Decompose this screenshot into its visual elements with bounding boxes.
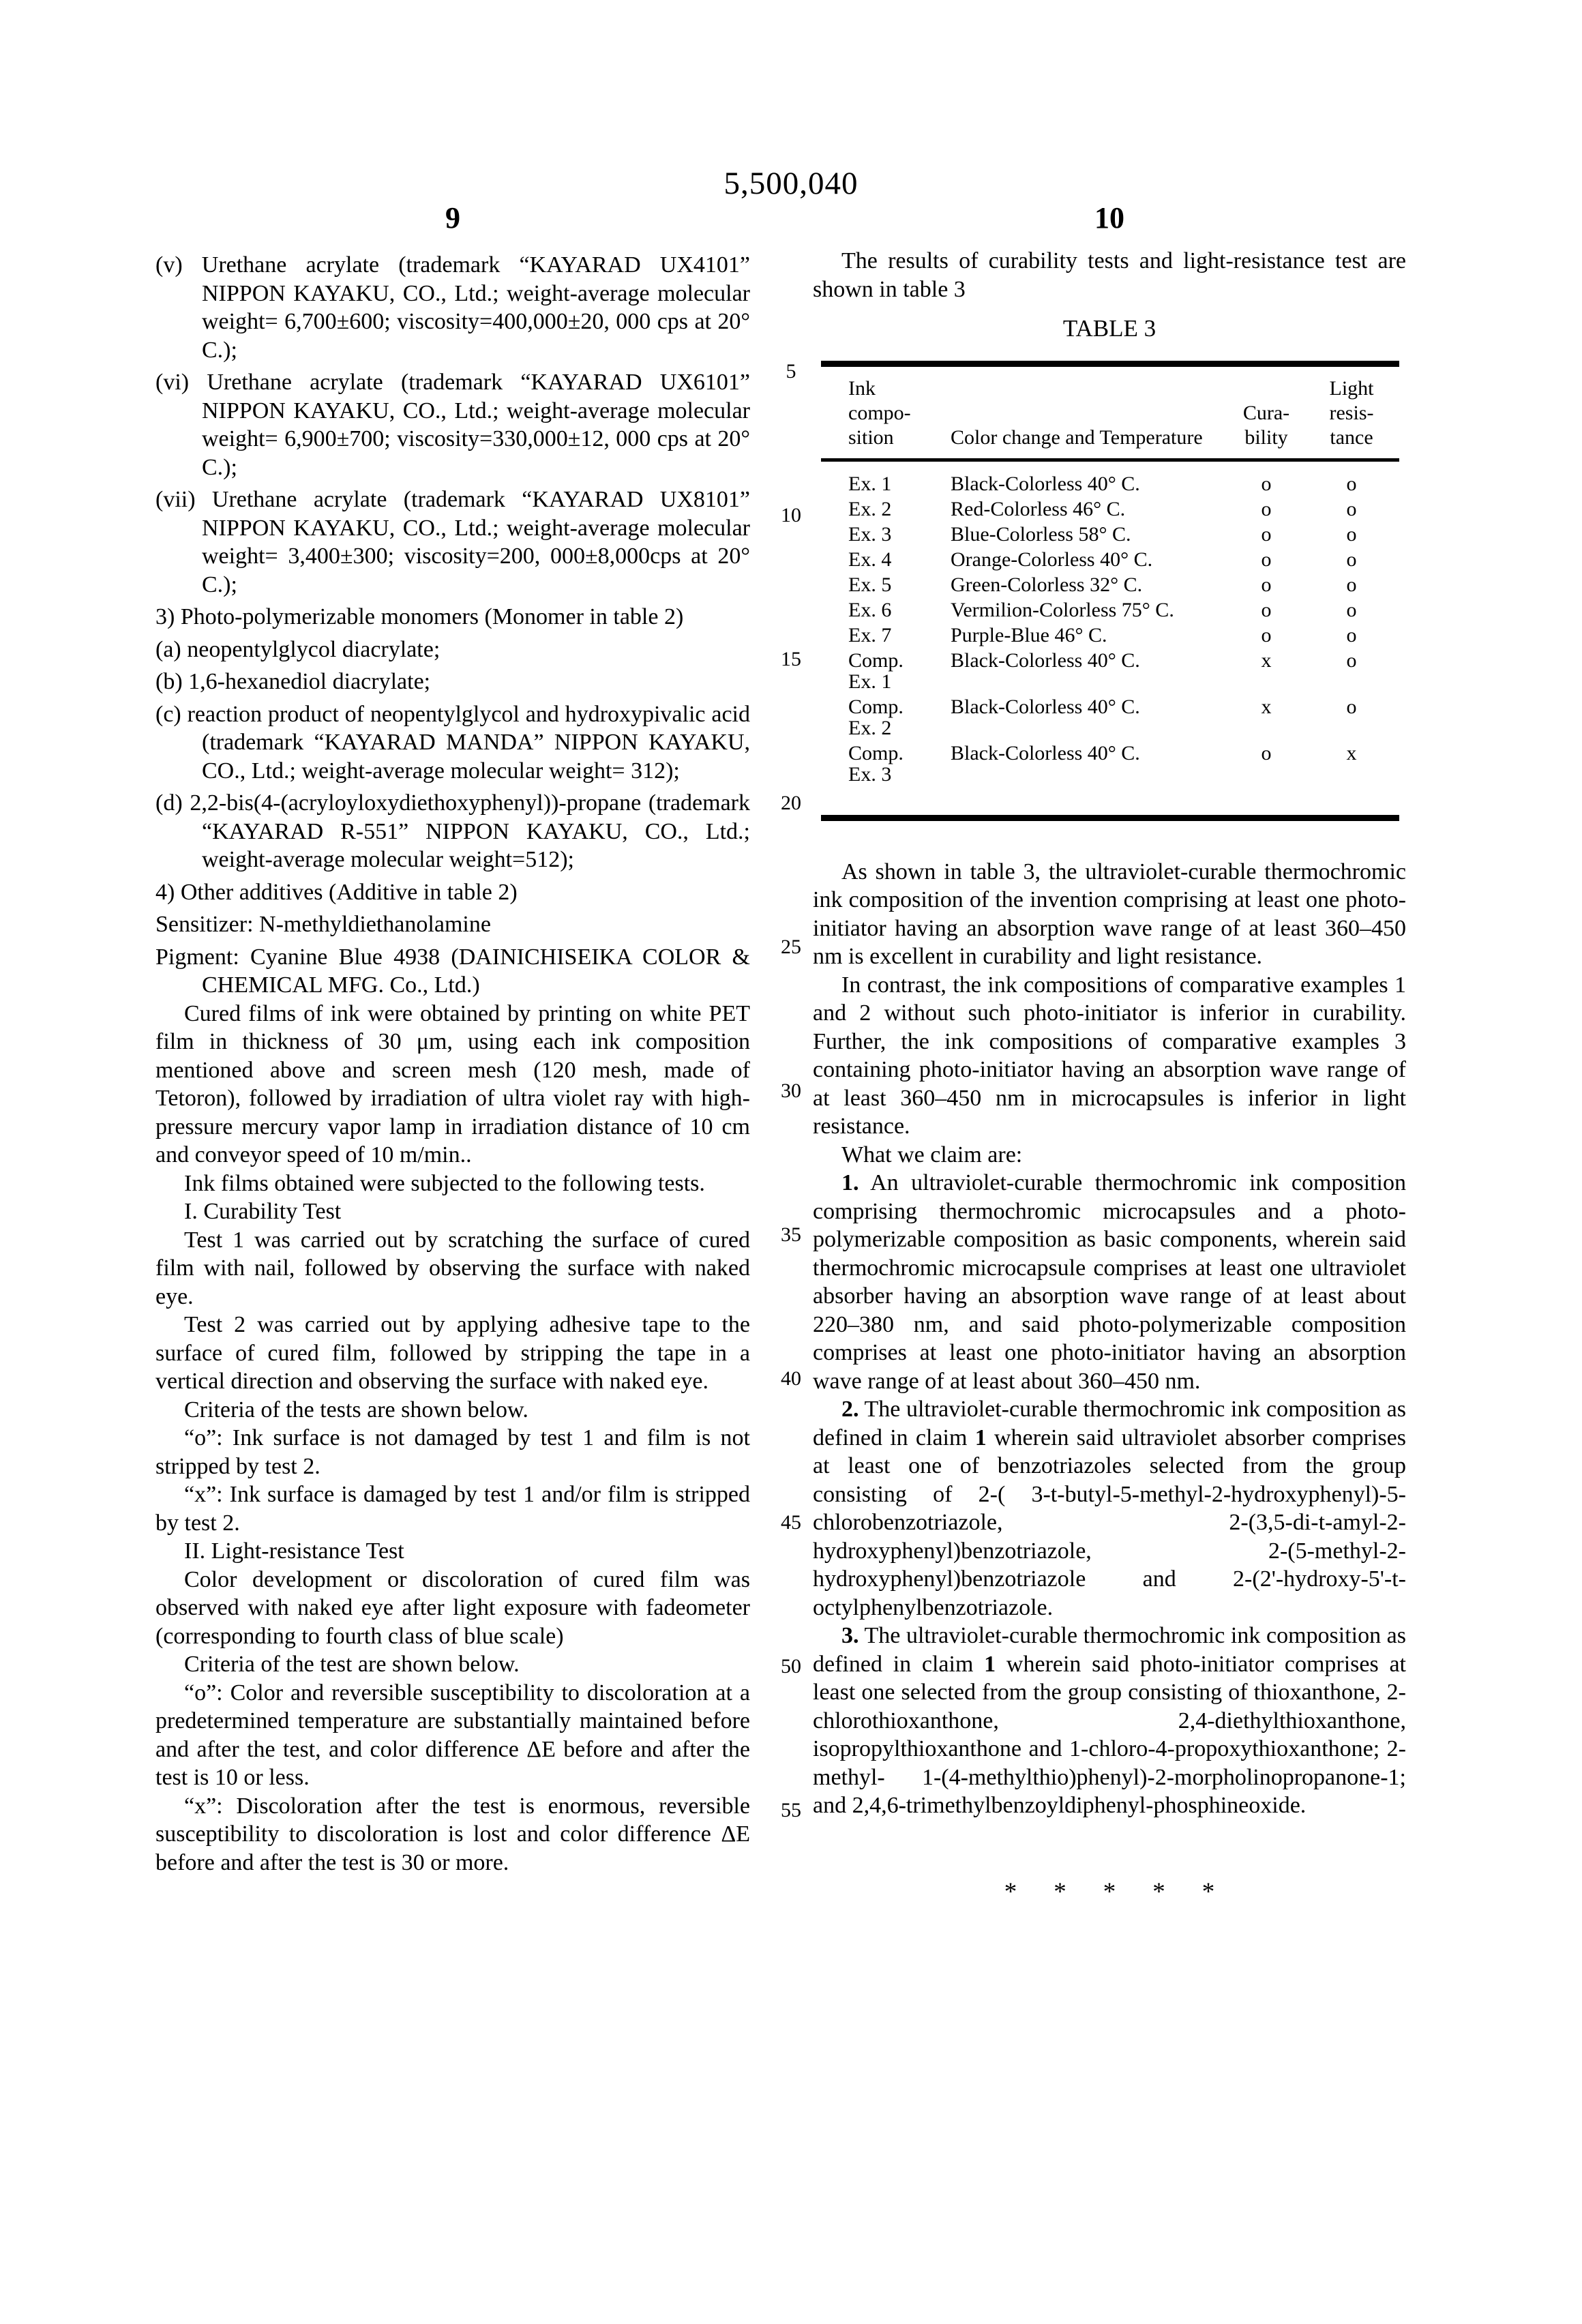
column-header: Light resis- tance (1304, 363, 1399, 460)
table-cell: o (1261, 573, 1272, 596)
gutter-line-number: 40 (781, 1367, 801, 1390)
gutter-line-number: 20 (781, 792, 801, 814)
heading-light-resistance-test: II. Light-resistance Test (184, 1538, 404, 1564)
paragraph-test-1: Test 1 was carried out by scratching the surface of cured film with nail, followed by observing the surface with naked eye. (155, 1227, 750, 1309)
table-cell: o (1346, 548, 1357, 571)
paragraph-in-contrast: In contrast, the ink compositions of comparative examples 1 and 2 without such photo-initiator is inferior in curability. Further, the ink compositions of comparative examples 3 containing photo-initiator having an absorption wave range of at least 360–450 nm in microcapsules is inferior in light resistance. (813, 972, 1406, 1139)
table-cell: Comp. Ex. 3 (848, 741, 904, 786)
table-cell: o (1261, 548, 1272, 571)
table-cell: o (1261, 623, 1272, 646)
table-cell: o (1261, 497, 1272, 520)
table-row (821, 694, 1399, 741)
table-cell: Black-Colorless 40° C. (951, 649, 1140, 672)
table-cell: Comp. Ex. 2 (848, 695, 904, 739)
table-cell: Black-Colorless 40° C. (951, 695, 1140, 718)
table-cell: Black-Colorless 40° C. (951, 472, 1140, 495)
table-cell: Vermilion-Colorless 75° C. (951, 598, 1174, 621)
sensitizer-line: Sensitizer: N-methyldiethanolamine (155, 912, 491, 937)
table-3 (821, 361, 1399, 821)
item-b: (b) 1,6-hexanediol diacrylate; (155, 669, 431, 694)
gutter-line-number: 25 (781, 936, 801, 958)
criteria-o-light: “o”: Color and reversible susceptibility to discoloration at a predetermined temperature are substantially maintained before and after the test, and color difference ΔE before and after the test is 10 or less. (155, 1680, 750, 1790)
table-body (821, 460, 1399, 818)
table-cell: Black-Colorless 40° C. (951, 741, 1140, 764)
table-cell: o (1346, 472, 1357, 495)
column-header: Cura- bility (1229, 363, 1304, 460)
paragraph-ink-films: Ink films obtained were subjected to the following tests. (184, 1170, 705, 1196)
claims-preamble: What we claim are: (841, 1142, 1023, 1167)
criteria-x-curability: “x”: Ink surface is damaged by test 1 and/or film is stripped by test 2. (155, 1482, 750, 1536)
table-row (821, 741, 1399, 818)
table-3-block (813, 314, 1406, 821)
table-cell: o (1261, 522, 1272, 546)
item-vi: (vi) Urethane acrylate (trademark “KAYARAD UX6101” NIPPON KAYAKU, CO., Ltd.; weight-average molecular weight= 6,900±700; viscosity=330,000±12, 000 cps at 20° C.); (155, 370, 750, 480)
table-row (821, 522, 1399, 547)
table-cell: x (1261, 695, 1272, 718)
table-cell: x (1261, 649, 1272, 672)
item-d: (d) 2,2-bis(4-(acryloyloxydiethoxyphenyl))-propane (trademark “KAYARAD R-551” NIPPON KAYAKU, CO., Ltd.; weight-average molecular weight=512); (155, 790, 750, 872)
claim-2: 2. The ultraviolet-curable thermochromic ink composition as defined in claim 1 wherein said ultraviolet absorber comprises at least one of benzotriazoles selected from the group consisting of 2-( 3-t-butyl-5-methyl-2-hydroxyphenyl)-5-chlorobenzotriazole, 2-(3,5-di-t-amyl-2-hydroxyphenyl)benzotriazole, 2-(5-methyl-2-hydroxyphenyl)benzotriazole and 2-(2'-hydroxy-5'-t-octylphenylbenzotriazole. (813, 1397, 1406, 1620)
column-number-right: 10 (1094, 201, 1124, 235)
right-column (813, 247, 1406, 1906)
table-cell: Green-Colorless 32° C. (951, 573, 1143, 596)
item-v: (v) Urethane acrylate (trademark “KAYARAD UX4101” NIPPON KAYAKU, CO., Ltd.; weight-average molecular weight= 6,700±600; viscosity=400,000±20, 000 cps at 20° C.); (155, 252, 750, 363)
pigment-line: Pigment: Cyanine Blue 4938 (DAINICHISEIKA COLOR & CHEMICAL MFG. Co., Ltd.) (155, 944, 750, 998)
paragraph-test-2: Test 2 was carried out by applying adhesive tape to the surface of cured film, followed by stripping the tape in a vertical direction and observing the surface with naked eye. (155, 1312, 750, 1394)
column-header: Ink compo- sition (821, 363, 951, 460)
gutter-line-number: 55 (781, 1799, 801, 1821)
table-cell: o (1346, 623, 1357, 646)
table-header-row (821, 363, 1399, 460)
paragraph-cured-films: Cured films of ink were obtained by printing on white PET film in thickness of 30 μm, using each ink composition mentioned above and screen mesh (120 mesh, made of Tetoron), followed by irradiation of ultra violet ray with high-pressure mercury vapor lamp in irradiation distance of 10 cm and conveyor speed of 10 m/min.. (155, 1000, 750, 1167)
paragraph-criteria-test: Criteria of the test are shown below. (184, 1652, 520, 1677)
table-cell: o (1346, 695, 1357, 718)
gutter-line-number: 15 (781, 648, 801, 670)
table-cell: o (1261, 741, 1272, 764)
asterisk: * (1152, 1877, 1165, 1906)
table-cell: o (1346, 522, 1357, 546)
gutter-line-number: 30 (781, 1079, 801, 1102)
table-cell: o (1346, 497, 1357, 520)
asterisk: * (1054, 1877, 1066, 1906)
table-cell: Ex. 4 (848, 548, 892, 571)
heading-curability-test: I. Curability Test (184, 1199, 342, 1224)
column-number-left: 9 (445, 201, 460, 235)
asterisk: * (1103, 1877, 1116, 1906)
table-cell: o (1261, 472, 1272, 495)
left-column-text (155, 247, 750, 1877)
paragraph-as-shown: As shown in table 3, the ultraviolet-curable thermochromic ink composition of the invention comprising at least one photo-initiator having an absorption wave range of at least 360–450 nm is excellent in curability and light resistance. (813, 859, 1406, 969)
table-row (821, 496, 1399, 522)
intro-paragraph: The results of curability tests and light-resistance test are shown in table 3 (813, 248, 1406, 302)
table-cell: Comp. Ex. 1 (848, 649, 904, 693)
criteria-x-light: “x”: Discoloration after the test is enormous, reversible susceptibility to discoloration is lost and color difference ΔE before and after the test is 30 or more. (155, 1793, 750, 1875)
item-vii: (vii) Urethane acrylate (trademark “KAYARAD UX8101” NIPPON KAYAKU, CO., Ltd.; weight-average molecular weight= 3,400±300; viscosity=200, 000±8,000cps at 20° C.); (155, 487, 750, 597)
criteria-o-curability: “o”: Ink surface is not damaged by test 1 and film is not stripped by test 2. (155, 1425, 750, 1479)
table-row (821, 623, 1399, 648)
claim-1: 1. An ultraviolet-curable thermochromic ink composition comprising thermochromic microcapsules and a photo-polymerizable composition as basic components, wherein said thermochromic microcapsule comprises at least one ultraviolet absorber having an absorption wave range of at least about 220–380 nm, and said photo-polymerizable composition comprises at least one photo-initiator having an absorption wave range of at least about 360–450 nm. (813, 1170, 1406, 1394)
table-cell: Orange-Colorless 40° C. (951, 548, 1153, 571)
table-title: TABLE 3 (1062, 315, 1156, 342)
column-header: Color change and Temperature (951, 363, 1229, 460)
table-cell: Ex. 5 (848, 573, 892, 596)
gutter-line-number: 45 (781, 1511, 801, 1534)
item-3: 3) Photo-polymerizable monomers (Monomer in table 2) (155, 604, 684, 629)
table-row (821, 460, 1399, 496)
table-cell: Ex. 1 (848, 472, 892, 495)
paragraph-criteria-tests: Criteria of the tests are shown below. (184, 1397, 528, 1422)
table-row (821, 547, 1399, 572)
table-cell: Red-Colorless 46° C. (951, 497, 1126, 520)
table-cell: o (1346, 649, 1357, 672)
table-cell: Ex. 6 (848, 598, 892, 621)
patent-number: 5,500,040 (723, 166, 859, 201)
after-table (813, 858, 1406, 1820)
table-cell: o (1346, 598, 1357, 621)
table-cell: o (1261, 598, 1272, 621)
table-cell: Ex. 7 (848, 623, 892, 646)
gutter-line-number: 35 (781, 1223, 801, 1246)
gutter-line-number: 50 (781, 1655, 801, 1678)
asterisk: * (1004, 1877, 1017, 1906)
gutter-line-number: 10 (781, 504, 801, 526)
table-cell: Ex. 3 (848, 522, 892, 546)
asterisk: * (1202, 1877, 1215, 1906)
claim-3: 3. The ultraviolet-curable thermochromic ink composition as defined in claim 1 wherein said photo-initiator comprises at least one selected from the group consisting of thioxanthone, 2-chlorothioxanthone, 2,4-diethylthioxanthone, isopropylthioxanthone and 1-chloro-4-propoxythioxanthone; 2-methyl- 1-(4-methylthio)phenyl)-2-morpholinopropanone-1; and 2,4,6-trimethylbenzoyldiphenyl-phosphineoxide. (813, 1623, 1406, 1818)
table-cell: Blue-Colorless 58° C. (951, 522, 1131, 546)
table-cell: Ex. 2 (848, 497, 892, 520)
gutter-line-number: 5 (786, 360, 796, 383)
paragraph-color-development: Color development or discoloration of cured film was observed with naked eye after light exposure with fadeometer (corresponding to fourth class of blue scale) (155, 1566, 750, 1649)
item-c: (c) reaction product of neopentylglycol and hydroxypivalic acid (trademark “KAYARAD MANDA” NIPPON KAYAKU, CO., Ltd.; weight-average molecular weight= 312); (155, 701, 750, 784)
item-4: 4) Other additives (Additive in table 2) (155, 879, 518, 905)
table-cell: x (1346, 741, 1357, 764)
table-cell: Purple-Blue 46° C. (951, 623, 1107, 646)
table-row (821, 572, 1399, 597)
table-cell: o (1346, 573, 1357, 596)
item-a: (a) neopentylglycol diacrylate; (155, 636, 441, 662)
table-row (821, 597, 1399, 623)
asterisk-separator (813, 1878, 1406, 1907)
table-row (821, 648, 1399, 694)
